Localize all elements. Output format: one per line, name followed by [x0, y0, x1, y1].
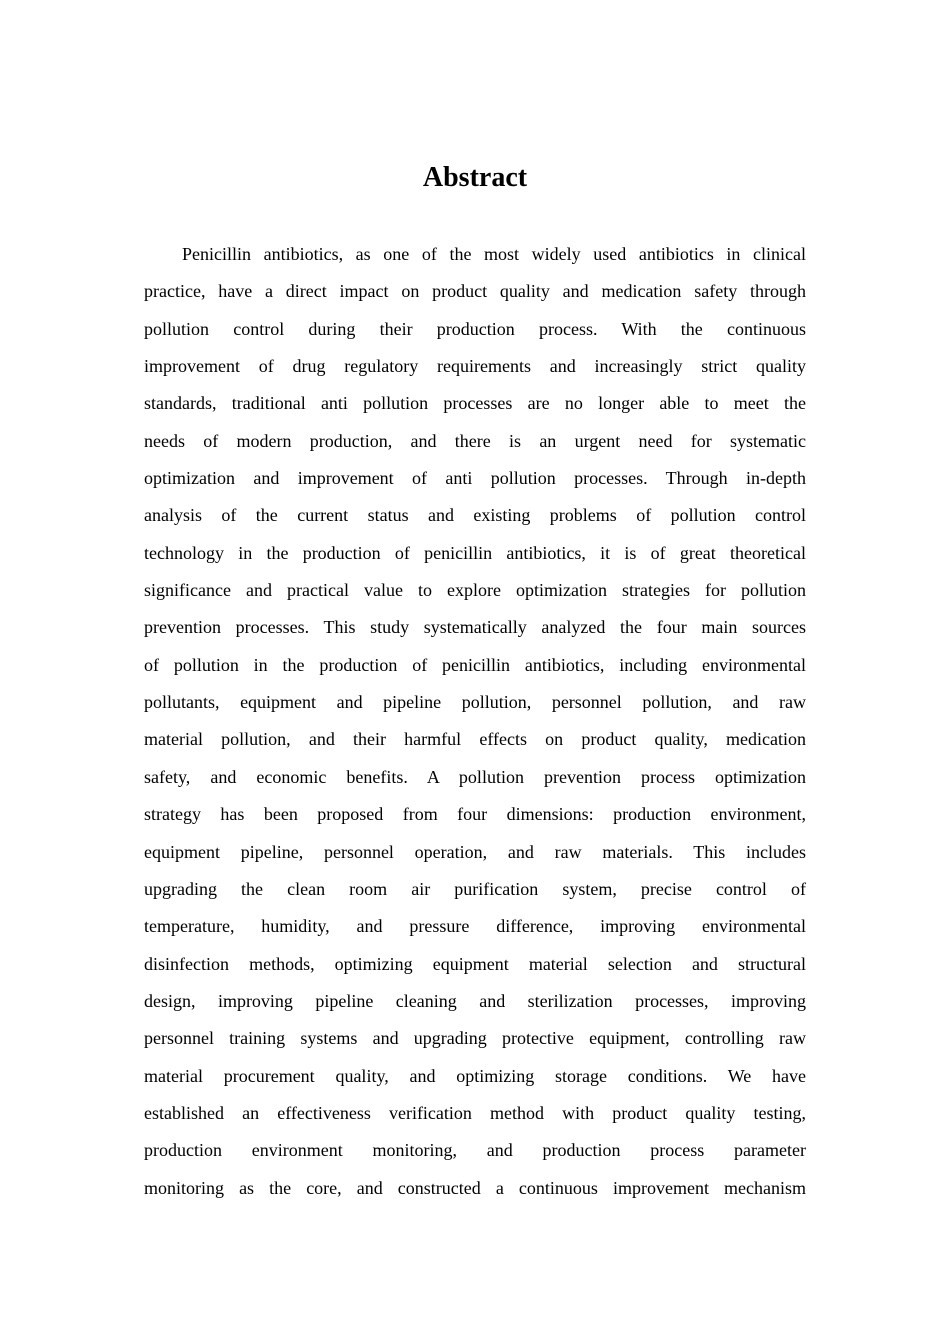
- abstract-line: significance and practical value to explore optimization strategies for pollution: [144, 580, 806, 601]
- abstract-line: standards, traditional anti pollution processes are no longer able to meet the: [144, 393, 806, 414]
- abstract-line: needs of modern production, and there is an urgent need for systematic: [144, 430, 806, 451]
- abstract-line: established an effectiveness verification method with product quality testing,: [144, 1102, 806, 1123]
- abstract-line: equipment pipeline, personnel operation, and raw materials. This includes: [144, 841, 806, 862]
- abstract-line: monitoring as the core, and constructed a continuous improvement mechanism: [144, 1177, 806, 1198]
- abstract-line: production environment monitoring, and production process parameter: [144, 1140, 806, 1161]
- abstract-line: analysis of the current status and existing problems of pollution control: [144, 505, 806, 526]
- abstract-line: improvement of drug regulatory requirements and increasingly strict quality: [144, 356, 806, 377]
- abstract-line: material pollution, and their harmful effects on product quality, medication: [144, 729, 806, 750]
- abstract-body: [144, 236, 806, 1207]
- abstract-line: safety, and economic benefits. A pollution prevention process optimization: [144, 766, 806, 787]
- abstract-line: pollution control during their production process. With the continuous: [144, 318, 806, 339]
- page-title: Abstract: [422, 162, 528, 193]
- abstract-line: prevention processes. This study systematically analyzed the four main sources: [144, 617, 806, 638]
- abstract-line: strategy has been proposed from four dimensions: production environment,: [144, 804, 806, 825]
- abstract-line: optimization and improvement of anti pollution processes. Through in-depth: [144, 468, 806, 489]
- abstract-line: personnel training systems and upgrading protective equipment, controlling raw: [144, 1028, 806, 1049]
- abstract-line: upgrading the clean room air purification system, precise control of: [144, 878, 806, 899]
- abstract-line: of pollution in the production of penicillin antibiotics, including environmental: [144, 654, 806, 675]
- abstract-line: design, improving pipeline cleaning and sterilization processes, improving: [144, 990, 806, 1011]
- abstract-line: pollutants, equipment and pipeline pollution, personnel pollution, and raw: [144, 692, 806, 713]
- abstract-line: practice, have a direct impact on product quality and medication safety through: [144, 281, 806, 302]
- abstract-line: technology in the production of penicillin antibiotics, it is of great theoretical: [144, 542, 806, 563]
- abstract-line: material procurement quality, and optimizing storage conditions. We have: [144, 1065, 806, 1086]
- abstract-line: disinfection methods, optimizing equipment material selection and structural: [144, 953, 806, 974]
- abstract-line: temperature, humidity, and pressure difference, improving environmental: [144, 916, 806, 937]
- abstract-line: Penicillin antibiotics, as one of the most widely used antibiotics in clinical: [182, 244, 806, 264]
